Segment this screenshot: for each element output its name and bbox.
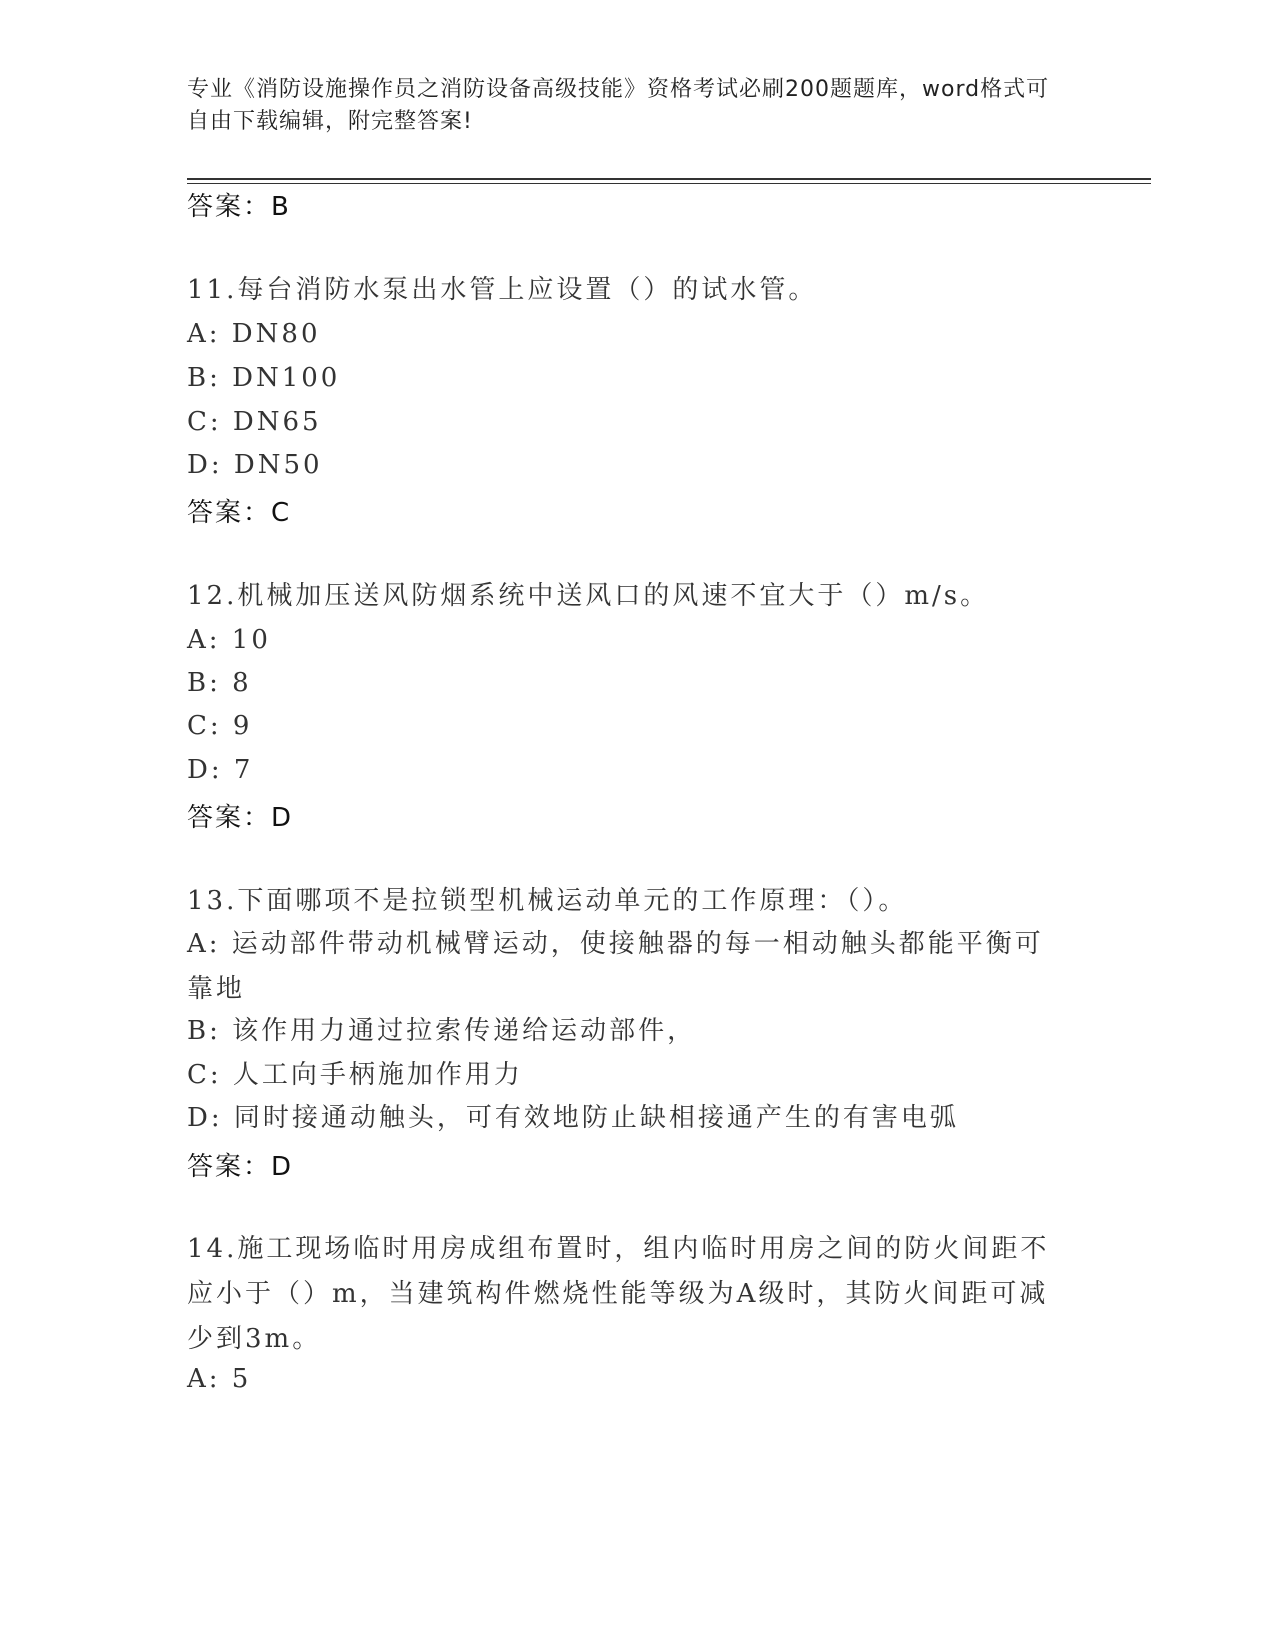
question-13-stem: 13.下面哪项不是拉锁型机械运动单元的工作原理：（）。 (187, 886, 908, 916)
question-12-stem: 12.机械加压送风防烟系统中送风口的风速不宜大于（）m/s。 (187, 581, 990, 611)
question-11-stem: 11.每台消防水泵出水管上应设置（）的试水管。 (187, 275, 818, 305)
question-12-option-b: B: 8 (187, 668, 252, 698)
question-13-answer: 答案：D (187, 1152, 294, 1182)
question-11-answer: 答案：C (187, 498, 292, 528)
question-11-option-d: D: DN50 (187, 450, 323, 480)
question-12-option-c: C: 9 (187, 711, 253, 741)
header-rule-thin (187, 183, 1151, 184)
answer-line: 答案：B (187, 192, 291, 222)
question-12-answer: 答案：D (187, 803, 294, 833)
question-11-option-b: B: DN100 (187, 363, 341, 393)
question-14-stem: 14.施工现场临时用房成组布置时，组内临时用房之间的防火间距不应小于（）m，当建筑构件燃烧性能等级为A级时，其防火间距可减少到3m。 (187, 1234, 1050, 1354)
question-11-option-a: A: DN80 (187, 319, 321, 349)
question-13-option-d: D: 同时接通动触头，可有效地防止缺相接通产生的有害电弧 (187, 1103, 959, 1133)
question-13-option-c: C: 人工向手柄施加作用力 (187, 1060, 523, 1090)
question-14-option-a: A: 5 (187, 1364, 252, 1394)
question-12-option-d: D: 7 (187, 755, 254, 785)
header-rule-thick (187, 178, 1151, 180)
document-header: 专业《消防设施操作员之消防设备高级技能》资格考试必刷200题题库，word格式可自由下载编辑，附完整答案! (187, 77, 1050, 134)
question-11-option-c: C: DN65 (187, 407, 322, 437)
question-12-option-a: A: 10 (187, 625, 271, 655)
question-13-option-a: A: 运动部件带动机械臂运动，使接触器的每一相动触头都能平衡可靠地 (187, 929, 1044, 1004)
question-13-option-b: B: 该作用力通过拉索传递给运动部件， (187, 1016, 697, 1046)
